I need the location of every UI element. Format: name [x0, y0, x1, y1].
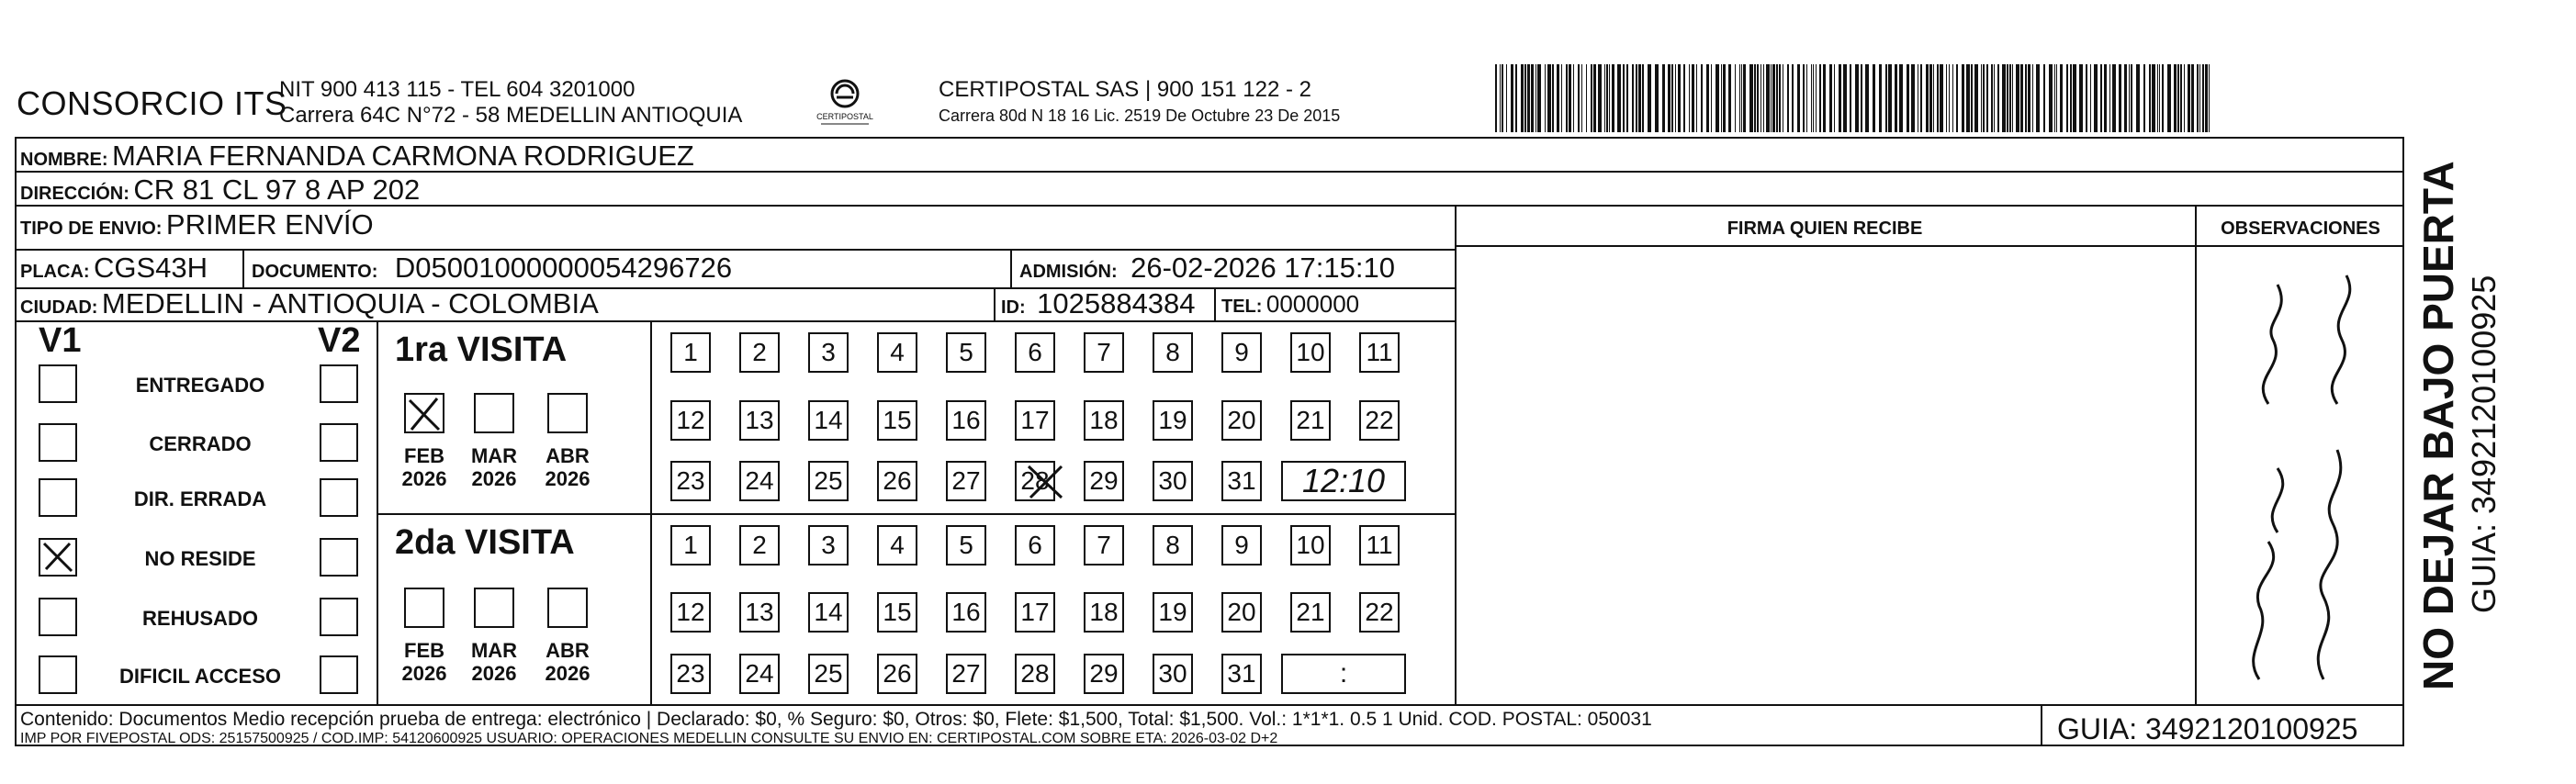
shipment-type-label: TIPO DE ENVIO:: [20, 218, 163, 239]
second-visit-label: 2da VISITA: [395, 523, 575, 562]
id-row: [1001, 289, 1196, 324]
license-line: Carrera 80d N 18 16 Lic. 2519 De Octubre 23 De 2015: [939, 106, 1341, 125]
day-box[interactable]: 7: [1084, 332, 1124, 373]
day-box[interactable]: 18: [1084, 400, 1124, 441]
day-box[interactable]: 26: [877, 654, 917, 694]
day-box[interactable]: 29: [1084, 654, 1124, 694]
month-name: ABR: [546, 639, 590, 662]
phone-value: 0000000: [1266, 290, 1360, 318]
day-box[interactable]: 1: [670, 525, 711, 566]
day-box[interactable]: 27: [946, 654, 986, 694]
month-name: MAR: [470, 444, 518, 467]
month-year: 2026: [401, 467, 447, 490]
v1-label: V1: [39, 321, 82, 360]
day-box[interactable]: 23: [670, 654, 711, 694]
month-year: 2026: [471, 662, 517, 685]
day-box[interactable]: 12: [670, 592, 711, 633]
v1-checkbox[interactable]: [39, 598, 77, 636]
admission-row: [1019, 253, 1395, 288]
day-box[interactable]: 3: [808, 332, 849, 373]
guide-number: GUIA: 3492120100925: [2057, 712, 2358, 745]
day-box[interactable]: 28: [1015, 461, 1055, 501]
no-under-door-notice: NO DEJAR BAJO PUERTA: [2414, 161, 2462, 690]
carrier-line: CERTIPOSTAL SAS | 900 151 122 - 2: [939, 77, 1311, 102]
day-box[interactable]: 18: [1084, 592, 1124, 633]
side-guide-number: GUIA: 3492120100925: [2465, 274, 2503, 613]
day-box[interactable]: 10: [1290, 525, 1331, 566]
month-year: 2026: [471, 467, 517, 490]
phone-label: TEL:: [1221, 297, 1263, 317]
month-label: [397, 444, 452, 490]
status-label: DIR. ERRADA: [133, 487, 267, 510]
day-box[interactable]: 19: [1153, 400, 1193, 441]
phone-row: [1221, 289, 1359, 323]
month-label: [467, 444, 522, 490]
plate-value: CGS43H: [94, 252, 208, 284]
city-row: [20, 289, 599, 324]
plate-row: [20, 253, 208, 288]
month-year: 2026: [545, 662, 591, 685]
recipient-name-label: NOMBRE:: [20, 150, 108, 170]
day-box[interactable]: 5: [946, 525, 986, 566]
address-value: CR 81 CL 97 8 AP 202: [133, 174, 421, 206]
v1-checkbox[interactable]: [39, 364, 77, 403]
day-box[interactable]: 11: [1359, 332, 1400, 373]
recipient-name: MARIA FERNANDA CARMONA RODRIGUEZ: [112, 140, 694, 172]
day-box[interactable]: 19: [1153, 592, 1193, 633]
city-label: CIUDAD:: [20, 297, 98, 318]
day-box[interactable]: 5: [946, 332, 986, 373]
v1-checkbox[interactable]: [39, 538, 77, 577]
v2-checkbox[interactable]: [320, 423, 358, 462]
v2-checkbox[interactable]: [320, 598, 358, 636]
first-visit-time[interactable]: 12:10: [1281, 461, 1406, 501]
month-year: 2026: [401, 662, 447, 685]
admission-value: 26-02-2026 17:15:10: [1131, 252, 1395, 284]
handwritten-observation: [2222, 266, 2397, 698]
day-box[interactable]: 4: [877, 525, 917, 566]
id-value: 1025884384: [1037, 287, 1196, 319]
status-label: REHUSADO: [142, 607, 258, 630]
day-box[interactable]: 16: [946, 592, 986, 633]
print-info-line: IMP POR FIVEPOSTAL ODS: 25157500925 / COD.IMP: 54120600925 USUARIO: OPERACIONES MEDELLIN CONSULTE SU ENVIO EN: CERTIPOSTAL.COM SOBRE ETA: 2026-03-02 D+2: [20, 731, 1278, 746]
day-box[interactable]: 11: [1359, 525, 1400, 566]
day-box[interactable]: 12: [670, 400, 711, 441]
address-row: [20, 175, 420, 210]
plate-label: PLACA:: [20, 262, 90, 282]
day-box[interactable]: 2: [739, 525, 780, 566]
day-box[interactable]: 14: [808, 400, 849, 441]
day-box[interactable]: 9: [1221, 525, 1262, 566]
day-box[interactable]: 6: [1015, 525, 1055, 566]
day-box[interactable]: 20: [1221, 592, 1262, 633]
day-box[interactable]: 16: [946, 400, 986, 441]
day-box[interactable]: 13: [739, 400, 780, 441]
day-box[interactable]: 7: [1084, 525, 1124, 566]
day-box[interactable]: 20: [1221, 400, 1262, 441]
document-label: DOCUMENTO:: [252, 262, 378, 282]
day-box[interactable]: 25: [808, 654, 849, 694]
address-label: DIRECCIÓN:: [20, 184, 129, 204]
day-box[interactable]: 30: [1153, 654, 1193, 694]
status-label: NO RESIDE: [144, 547, 256, 570]
v1-checkbox[interactable]: [39, 478, 77, 517]
day-box[interactable]: 29: [1084, 461, 1124, 501]
v2-checkbox[interactable]: [320, 364, 358, 403]
month-checkbox[interactable]: [474, 588, 514, 628]
day-box[interactable]: 1: [670, 332, 711, 373]
shipment-type: PRIMER ENVÍO: [165, 208, 374, 241]
day-box[interactable]: 30: [1153, 461, 1193, 501]
month-checkbox[interactable]: [547, 588, 588, 628]
month-name: MAR: [470, 639, 518, 662]
status-label: CERRADO: [149, 432, 252, 455]
v2-checkbox[interactable]: [320, 478, 358, 517]
month-label: [540, 444, 595, 490]
day-box[interactable]: 17: [1015, 400, 1055, 441]
certipostal-logo: [808, 73, 882, 129]
day-28-mark: [1025, 461, 1065, 501]
day-box[interactable]: 14: [808, 592, 849, 633]
day-box[interactable]: 13: [739, 592, 780, 633]
month-checkbox[interactable]: [474, 393, 514, 433]
check-x-icon: [40, 540, 75, 575]
signature-label: FIRMA QUIEN RECIBE: [1727, 218, 1923, 239]
month-checkbox[interactable]: [547, 393, 588, 433]
document-row: [252, 253, 732, 288]
status-label: ENTREGADO: [135, 374, 265, 397]
day-box[interactable]: 21: [1290, 400, 1331, 441]
month-label: [397, 639, 452, 685]
v1-checkbox[interactable]: [39, 655, 77, 694]
month-year: 2026: [545, 467, 591, 490]
month-name: ABR: [546, 444, 590, 467]
company-address: Carrera 64C N°72 - 58 MEDELLIN ANTIOQUIA: [279, 103, 743, 128]
v2-checkbox[interactable]: [320, 538, 358, 577]
day-box[interactable]: 21: [1290, 592, 1331, 633]
company-name: CONSORCIO ITS: [17, 84, 287, 122]
day-box[interactable]: 22: [1359, 592, 1400, 633]
id-label: ID:: [1001, 297, 1026, 318]
day-box[interactable]: 24: [739, 654, 780, 694]
day-box[interactable]: 23: [670, 461, 711, 501]
day-box[interactable]: 17: [1015, 592, 1055, 633]
admission-label: ADMISIÓN:: [1019, 262, 1118, 282]
day-box[interactable]: 2: [739, 332, 780, 373]
v2-label: V2: [318, 321, 361, 360]
logo-text: CERTIPOSTAL: [816, 112, 873, 121]
recipient-name-row: [20, 141, 694, 176]
feb-checkmark: [404, 393, 444, 433]
document-value: D05001000000054296726: [394, 252, 733, 284]
second-visit-time[interactable]: :: [1281, 654, 1406, 694]
month-label: [540, 639, 595, 685]
day-box[interactable]: 4: [877, 332, 917, 373]
day-box[interactable]: 24: [739, 461, 780, 501]
day-box[interactable]: 27: [946, 461, 986, 501]
day-box[interactable]: 8: [1153, 332, 1193, 373]
day-box[interactable]: 25: [808, 461, 849, 501]
barcode: [1495, 64, 2219, 132]
status-label: DIFICIL ACCESO: [118, 665, 281, 688]
city-value: MEDELLIN - ANTIOQUIA - COLOMBIA: [101, 287, 599, 319]
day-box[interactable]: 15: [877, 400, 917, 441]
month-name: FEB: [404, 639, 444, 662]
day-box[interactable]: 28: [1015, 654, 1055, 694]
day-box[interactable]: 31: [1221, 461, 1262, 501]
v1-checkbox[interactable]: [39, 423, 77, 462]
day-box[interactable]: 8: [1153, 525, 1193, 566]
month-name: FEB: [404, 444, 444, 467]
day-box[interactable]: 31: [1221, 654, 1262, 694]
observations-label: OBSERVACIONES: [2221, 218, 2380, 239]
day-box[interactable]: 10: [1290, 332, 1331, 373]
v2-checkbox[interactable]: [320, 655, 358, 694]
day-box[interactable]: 15: [877, 592, 917, 633]
shipment-type-row: [20, 210, 374, 245]
month-checkbox[interactable]: [404, 588, 444, 628]
nit-line: NIT 900 413 115 - TEL 604 3201000: [279, 77, 636, 102]
day-box[interactable]: 22: [1359, 400, 1400, 441]
day-box[interactable]: 26: [877, 461, 917, 501]
month-label: [467, 639, 522, 685]
day-box[interactable]: 6: [1015, 332, 1055, 373]
contents-line: Contenido: Documentos Medio recepción prueba de entrega: electrónico | Declarado: $0, % Seguro: $0, Otros: $0, Flete: $1,500, Total: $1,500. Vol.: 1*1*1. 0.5 1 Unid. COD. POSTAL: 050031: [20, 709, 1652, 730]
day-box[interactable]: 3: [808, 525, 849, 566]
day-box[interactable]: 9: [1221, 332, 1262, 373]
first-visit-label: 1ra VISITA: [395, 330, 568, 369]
